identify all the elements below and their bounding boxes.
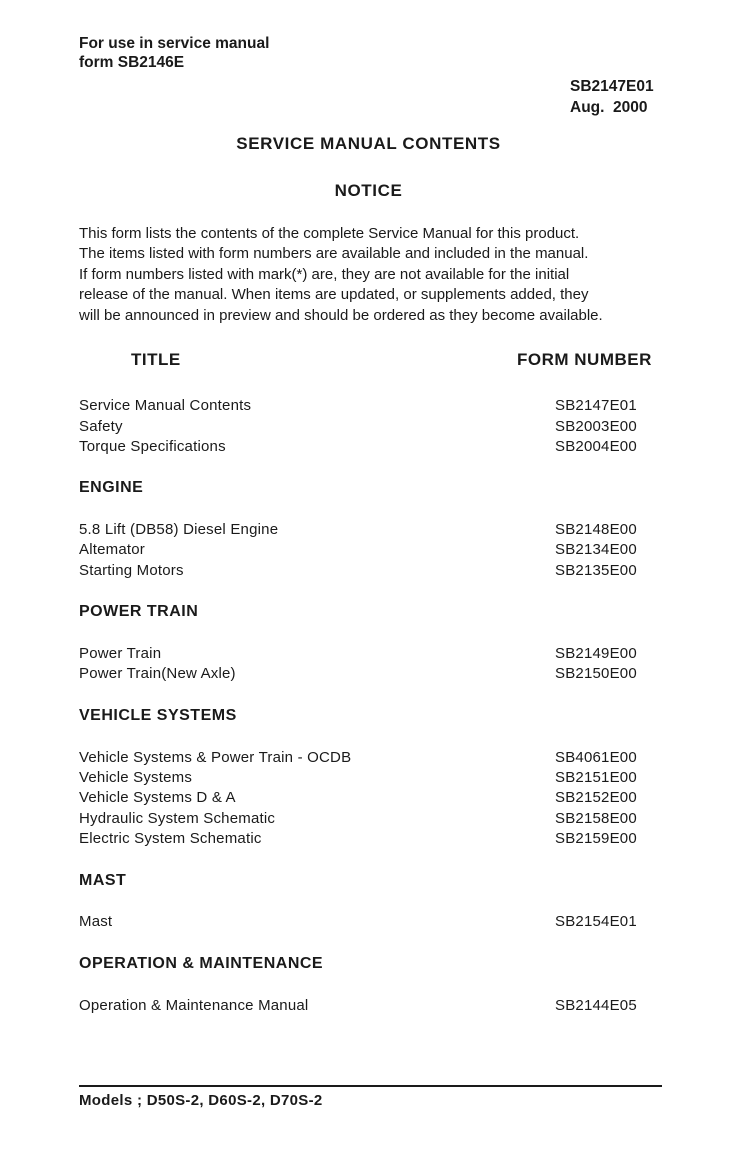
item-form-number: SB2159E00 [555, 830, 637, 847]
column-header-title: TITLE [131, 350, 181, 369]
item-title: Operation & Maintenance Manual [79, 997, 309, 1014]
item-form-number: SB4061E00 [555, 749, 637, 766]
item-title: Hydraulic System Schematic [79, 810, 276, 827]
item-title: Vehicle Systems D & A [79, 789, 236, 806]
item-form-number: SB2149E00 [555, 645, 637, 662]
item-form-number: SB2158E00 [555, 810, 637, 827]
item-title: Power Train(New Axle) [79, 665, 236, 682]
contents-row [79, 397, 649, 417]
column-header-form-number: FORM NUMBER [517, 350, 652, 369]
item-form-number: SB2003E00 [555, 418, 637, 435]
contents-row [79, 789, 649, 809]
item-form-number: SB2152E00 [555, 789, 637, 806]
document-date: Aug. 2000 [570, 99, 648, 116]
notice-line: will be announced in preview and should be ordered as they become available. [79, 306, 603, 324]
contents-row [79, 810, 649, 830]
page-title: SERVICE MANUAL CONTENTS [236, 134, 501, 153]
section-heading-vehicle-systems: VEHICLE SYSTEMS [79, 707, 237, 724]
contents-row [79, 665, 649, 685]
header-right [570, 76, 654, 118]
header-left-line2: form SB2146E [79, 54, 185, 71]
item-title: Torque Specifications [79, 438, 226, 455]
section-heading-engine: ENGINE [79, 479, 144, 496]
contents-row [79, 830, 649, 850]
item-title: Mast [79, 913, 113, 930]
contents-row [79, 997, 649, 1017]
item-form-number: SB2150E00 [555, 665, 637, 682]
item-form-number: SB2134E00 [555, 541, 637, 558]
item-form-number: SB2154E01 [555, 913, 637, 930]
footer-divider [79, 1085, 662, 1087]
notice-heading: NOTICE [334, 181, 403, 200]
footer-models: Models ; D50S-2, D60S-2, D70S-2 [79, 1092, 323, 1109]
notice-line: If form numbers listed with mark(*) are, they are not available for the initial [79, 265, 570, 283]
contents-row [79, 438, 649, 458]
section-heading-mast: MAST [79, 872, 127, 889]
notice-line: The items listed with form numbers are available and included in the manual. [79, 245, 589, 263]
contents-row [79, 769, 649, 789]
item-title: Starting Motors [79, 562, 184, 579]
contents-row [79, 749, 649, 769]
contents-row [79, 541, 649, 561]
contents-row [79, 521, 649, 541]
document-number: SB2147E01 [570, 78, 654, 95]
item-title: Service Manual Contents [79, 397, 252, 414]
item-form-number: SB2004E00 [555, 438, 637, 455]
item-title: Vehicle Systems [79, 769, 193, 786]
contents-row [79, 913, 649, 933]
item-title: 5.8 Lift (DB58) Diesel Engine [79, 521, 279, 538]
item-title: Safety [79, 418, 123, 435]
item-title: Electric System Schematic [79, 830, 262, 847]
section-heading-operation-maintenance: OPERATION & MAINTENANCE [79, 955, 324, 972]
item-form-number: SB2135E00 [555, 562, 637, 579]
notice-paragraph [79, 224, 669, 326]
contents-row [79, 418, 649, 438]
notice-line: This form lists the contents of the complete Service Manual for this product. [79, 225, 580, 242]
contents-row [79, 562, 649, 582]
item-form-number: SB2144E05 [555, 997, 637, 1014]
item-form-number: SB2147E01 [555, 397, 637, 414]
header-left [79, 34, 269, 72]
notice-line: release of the manual. When items are updated, or supplements added, they [79, 286, 589, 304]
section-heading-power-train: POWER TRAIN [79, 603, 199, 620]
item-title: Altemator [79, 541, 145, 558]
item-title: Power Train [79, 645, 162, 662]
item-title: Vehicle Systems & Power Train - OCDB [79, 749, 352, 766]
item-form-number: SB2148E00 [555, 521, 637, 538]
header-left-line1: For use in service manual [79, 35, 270, 52]
contents-row [79, 645, 649, 665]
item-form-number: SB2151E00 [555, 769, 637, 786]
